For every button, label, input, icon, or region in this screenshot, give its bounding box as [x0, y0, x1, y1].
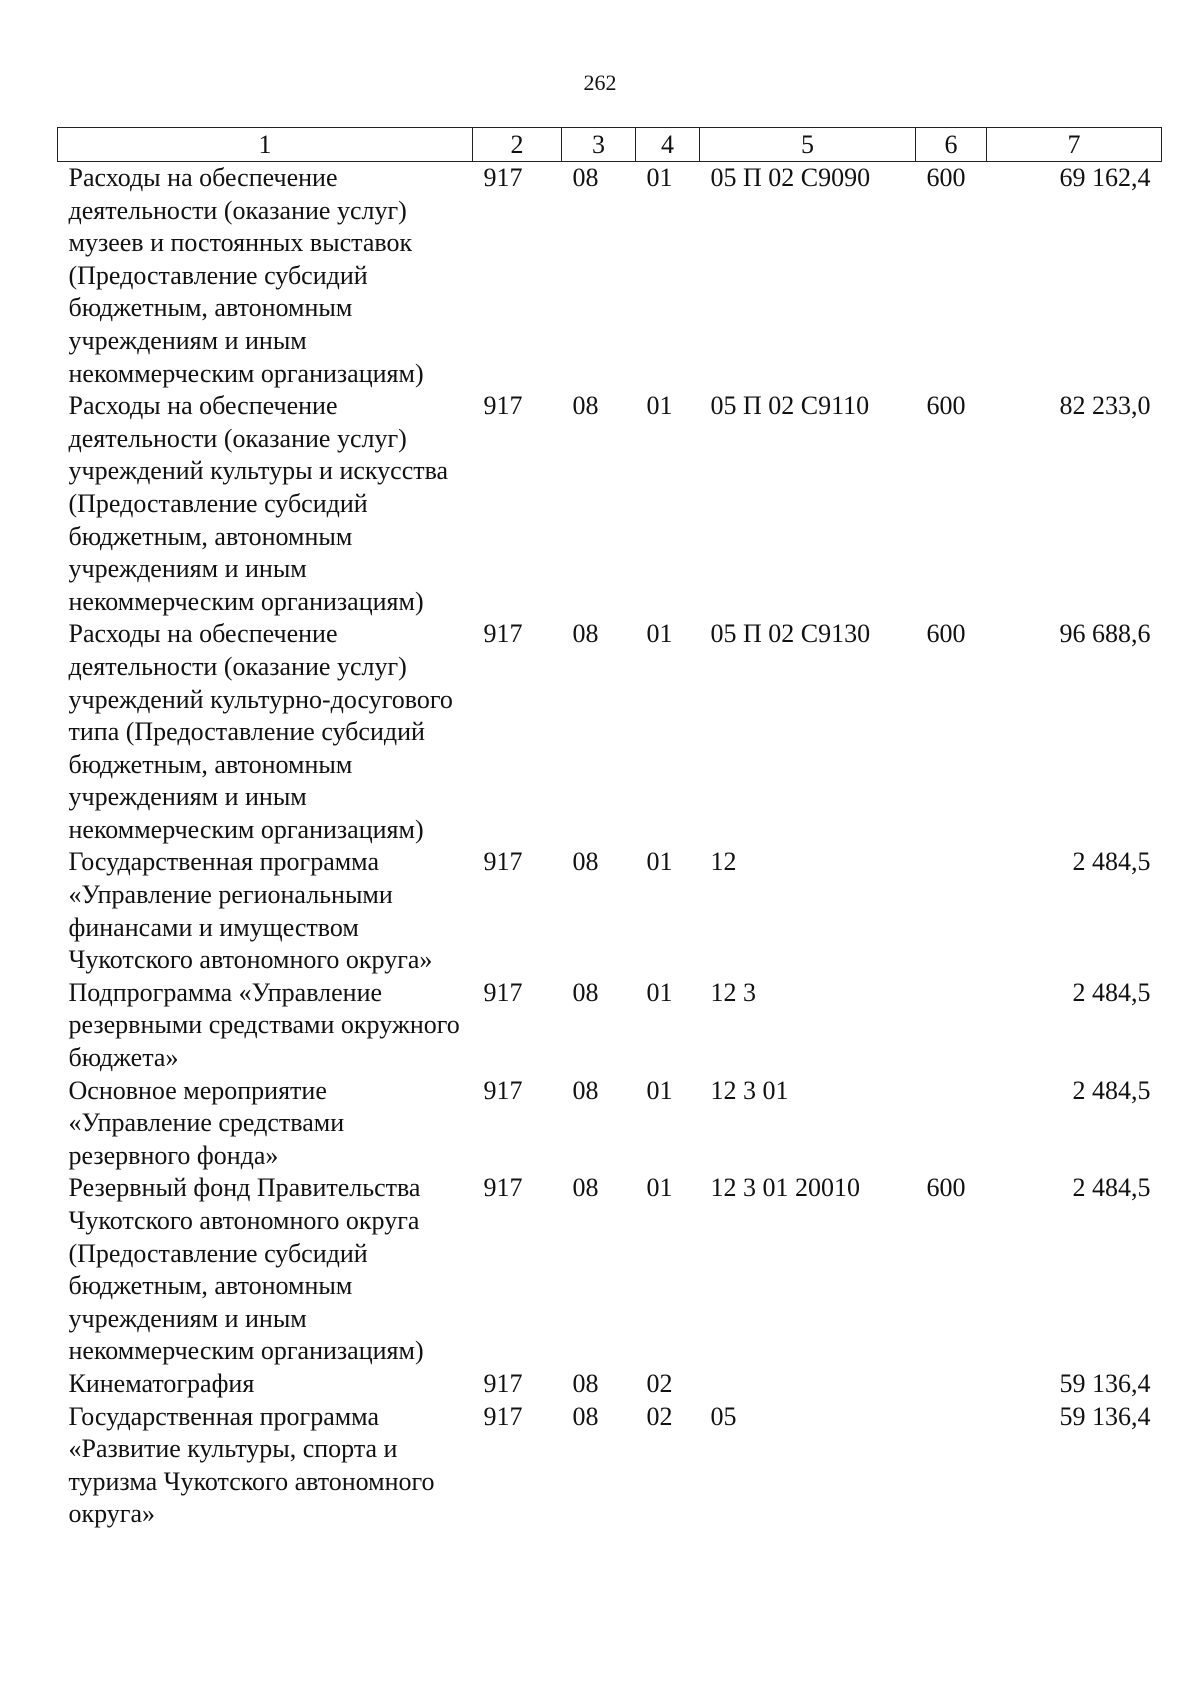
amount: 82 233,0 — [1059, 391, 1151, 421]
column-header: 5 — [700, 128, 916, 162]
amount: 2 484,5 — [1072, 1173, 1151, 1203]
subsection-code: 01 — [646, 163, 673, 192]
ministry-code: 917 — [483, 1401, 523, 1431]
table-row — [58, 1401, 1162, 1531]
subsection-code: 02 — [646, 1401, 673, 1431]
expense-type-code: 600 — [926, 391, 966, 421]
column-header: 4 — [636, 128, 700, 162]
target-article-code: 05 — [710, 1401, 737, 1431]
target-article-code: 05 П 02 С9110 — [710, 391, 870, 421]
target-article-code: 05 П 02 С9090 — [710, 163, 871, 192]
expense-type-code — [916, 1075, 987, 1173]
section-code: 08 — [572, 977, 599, 1007]
expense-name: Резервный фонд Правительства Чукотского автономного округа (Предоставление субсидий бюджетным, автономным учреждениям и иным некоммерческим организациям) — [68, 1173, 424, 1366]
subsection-code: 02 — [646, 1368, 673, 1398]
subsection-code: 01 — [646, 619, 673, 649]
target-article-code — [700, 1368, 916, 1401]
section-code: 08 — [572, 1401, 599, 1431]
header-row — [58, 128, 1162, 162]
expense-type-code — [916, 1401, 987, 1531]
amount: 69 162,4 — [1059, 163, 1151, 192]
expense-name: Основное мероприятие «Управление средствами резервного фонда» — [68, 1075, 345, 1170]
table-row — [58, 977, 1162, 1075]
ministry-code: 917 — [483, 1368, 523, 1398]
target-article-code: 12 3 01 20010 — [710, 1173, 860, 1203]
column-header: 7 — [987, 128, 1162, 162]
expense-name: Расходы на обеспечение деятельности (оказание услуг) музеев и постоянных выставок (Предоставление субсидий бюджетным, автономным учреждениям и иным некоммерческим организациям) — [68, 163, 424, 388]
amount: 96 688,6 — [1059, 619, 1151, 649]
expense-name: Расходы на обеспечение деятельности (оказание услуг) учреждений культуры и искусства (Предоставление субсидий бюджетным, автономным учреждениям и иным некоммерческим организациям) — [68, 391, 449, 616]
subsection-code: 01 — [646, 847, 673, 877]
table-row — [58, 390, 1162, 618]
table-header — [58, 128, 1162, 162]
column-header: 1 — [58, 128, 473, 162]
subsection-code: 01 — [646, 977, 673, 1007]
subsection-code: 01 — [646, 391, 673, 421]
subsection-code: 01 — [646, 1173, 673, 1203]
expense-type-code — [916, 1368, 987, 1401]
amount: 2 484,5 — [1072, 977, 1151, 1007]
target-article-code: 12 3 01 — [710, 1075, 789, 1105]
page-number: 262 — [583, 70, 617, 95]
table-row — [58, 1075, 1162, 1173]
amount: 59 136,4 — [1059, 1368, 1151, 1398]
expense-type-code — [916, 846, 987, 976]
ministry-code: 917 — [483, 163, 523, 192]
table-row — [58, 1368, 1162, 1401]
ministry-code: 917 — [483, 847, 523, 877]
amount: 59 136,4 — [1059, 1401, 1151, 1431]
table-row — [58, 618, 1162, 846]
subsection-code: 01 — [646, 1075, 673, 1105]
ministry-code: 917 — [483, 1173, 523, 1203]
expense-name: Государственная программа «Управление региональными финансами и имуществом Чукотского автономного округа» — [68, 847, 433, 975]
amount: 2 484,5 — [1072, 847, 1151, 877]
ministry-code: 917 — [483, 619, 523, 649]
ministry-code: 917 — [483, 977, 523, 1007]
section-code: 08 — [572, 391, 599, 421]
section-code: 08 — [572, 1368, 599, 1398]
target-article-code: 05 П 02 С9130 — [710, 619, 871, 649]
expense-type-code: 600 — [926, 619, 966, 649]
column-header: 6 — [916, 128, 987, 162]
amount: 2 484,5 — [1072, 1075, 1151, 1105]
expense-name: Подпрограмма «Управление резервными средствами окружного бюджета» — [68, 977, 460, 1073]
section-code: 08 — [572, 163, 599, 192]
budget-table — [57, 127, 1162, 1531]
expense-type-code: 600 — [926, 163, 966, 192]
section-code: 08 — [572, 847, 599, 877]
column-header: 2 — [473, 128, 562, 162]
section-code: 08 — [572, 619, 599, 649]
expense-name: Кинематография — [68, 1368, 255, 1398]
target-article-code: 12 3 — [710, 977, 756, 1007]
section-code: 08 — [572, 1173, 599, 1203]
ministry-code: 917 — [483, 391, 523, 421]
expense-name: Государственная программа «Развитие культуры, спорта и туризма Чукотского автономного округа» — [68, 1401, 435, 1529]
section-code: 08 — [572, 1075, 599, 1105]
table-row — [58, 1172, 1162, 1368]
expense-type-code — [916, 977, 987, 1075]
target-article-code: 12 — [710, 847, 737, 877]
expense-type-code: 600 — [926, 1173, 966, 1203]
ministry-code: 917 — [483, 1075, 523, 1105]
column-header: 3 — [562, 128, 636, 162]
table-row — [58, 846, 1162, 976]
table-body — [58, 162, 1162, 1531]
table-row — [58, 162, 1162, 391]
expense-name: Расходы на обеспечение деятельности (оказание услуг) учреждений культурно-досугового типа (Предоставление субсидий бюджетным, автономным учреждениям и иным некоммерческим организациям) — [68, 619, 453, 844]
